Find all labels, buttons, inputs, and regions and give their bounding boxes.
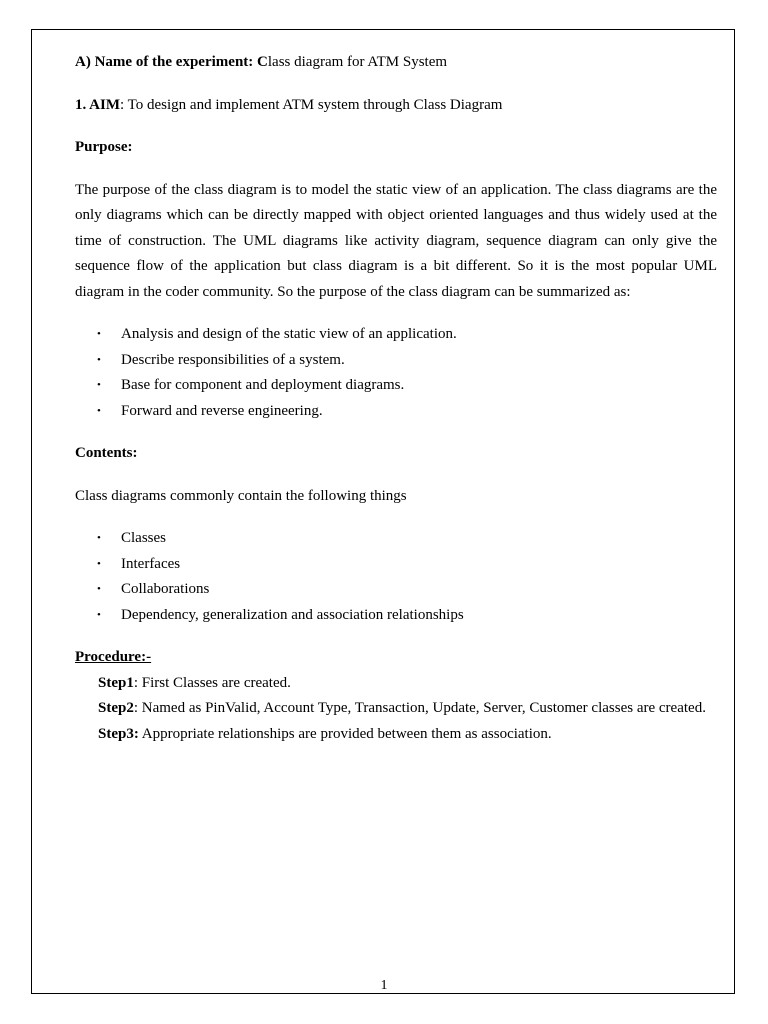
experiment-name-initial: C [257,54,268,70]
bullet-icon: • [97,583,101,595]
procedure-step-3 [75,722,717,748]
step-text: : First Classes are created. [133,674,291,691]
step-text: Appropriate relationships are provided between them as association. [138,725,552,742]
document-body [75,50,717,747]
page-number: 1 [380,978,388,993]
experiment-name-label: A) Name of the experiment: [75,54,254,70]
list-item [75,348,717,374]
purpose-bullet-list [75,322,717,424]
list-item [75,577,717,603]
list-item [75,399,717,425]
procedure-heading: Procedure:- [75,649,152,665]
step-text: : Named as PinValid, Account Type, Transaction, Update, Server, Customer classes are created. [133,700,706,716]
experiment-name-line [75,50,717,76]
bullet-icon: • [97,608,101,621]
purpose-paragraph: The purpose of the class diagram is to model the static view of an application. The class diagrams are the only diagrams which can be directly mapped with object oriented languages and thus widely used at the time of construction. The UML diagrams like activity diagram, sequence diagram can only give the sequence flow of the application but class diagram is a bit different. So it is the most popular UML diagram in the coder community. So the purpose of the class diagram can be summarized as: [75,181,717,300]
list-item-text: Classes [121,530,166,546]
aim-label: 1. AIM [75,96,120,113]
bullet-icon: • [97,532,101,544]
experiment-name-text: lass diagram for ATM System [267,54,448,70]
aim-line [75,93,717,119]
step-label: Step1 [98,674,134,691]
step-label: Step3: [98,725,139,742]
contents-heading: Contents: [75,445,138,461]
list-item-text: Dependency, generalization and association relationships [121,606,464,623]
list-item [75,526,717,552]
bullet-icon: • [97,404,101,417]
list-item-text: Collaborations [121,581,210,597]
list-item [75,322,717,348]
step-label: Step2 [98,700,134,716]
list-item-text: Forward and reverse engineering. [121,402,323,419]
contents-intro: Class diagrams commonly contain the following things [75,487,407,504]
aim-text: : To design and implement ATM system through Class Diagram [120,96,503,113]
contents-bullet-list [75,526,717,628]
bullet-icon: • [97,557,101,570]
list-item-text: Describe responsibilities of a system. [121,351,345,368]
bullet-icon: • [97,379,101,391]
procedure-step-1 [75,671,717,697]
purpose-heading: Purpose: [75,139,133,155]
list-item-text: Analysis and design of the static view of an application. [121,326,457,342]
list-item [75,603,717,629]
bullet-icon: • [97,328,101,340]
procedure-step-2 [75,696,717,722]
bullet-icon: • [97,353,101,366]
list-item [75,552,717,578]
list-item-text: Base for component and deployment diagrams. [121,377,405,393]
list-item [75,373,717,399]
list-item-text: Interfaces [121,555,181,572]
